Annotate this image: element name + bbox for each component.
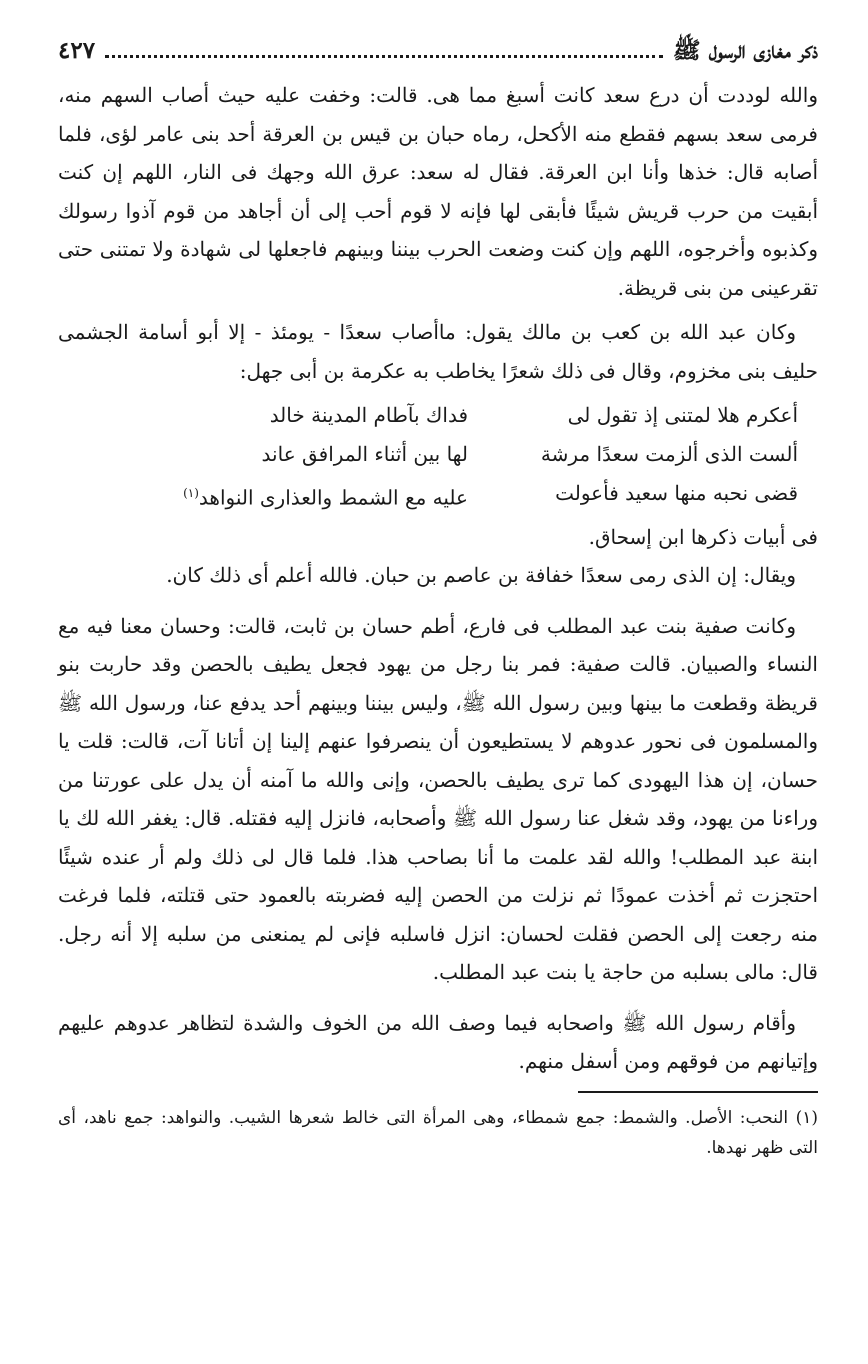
paragraph-safiyya: وكانت صفية بنت عبد المطلب فى فارع، أطم حسان بن ثابت، قالت: وحسان معنا فيه مع النساء والصبيان. قالت صفية: فمر بنا رجل من يهود فجعل يطيف بالحصن وقد حاربت بنو قريظة وقطعت ما بينها وبين رسول الله ﷺ، وليس بيننا وبينهم أحد يدفع عنا، ورسول الله ﷺ والمسلمون فى نحور عدوهم لا يستطيعون أن ينصرفوا عنهم إلينا إن أتانا آت، قالت: قلت يا حسان، إن هذا اليهودى كما ترى يطيف بالحصن، وإنى والله ما آمنه أن يدل على عورتنا من وراءنا من يهود، وقد شغل عنا رسول الله ﷺ وأصحابه، فانزل إليه فقتله. قال: يغفر الله لك يا ابنة عبد المطلب! والله لقد علمت ما أنا بصاحب هذا. فلما قال لى ذلك ولم أر عنده شيئًا احتجزت ثم أخذت عمودًا ثم نزلت من الحصن إليه فضربته بالعمود حتى قتلته، فلما فرغت منه رجعت إلى الحصن فقلت لحسان: انزل فاسلبه فإنى لم يمنعنى من سلبه إلا أنه رجل. قال: مالى بسلبه من حاجة يا بنت عبد المطلب. [58, 613, 819, 985]
verse-second-text: عليه مع الشمط والعذارى النواهد [198, 485, 468, 510]
footnote: (١) النحب: الأصل. والشمط: جمع شمطاء، وهى المرأة التى خالط شعرها الشيب. والنواهد: جمع ناهد، أى التى ظهر نهدها. [58, 1107, 818, 1158]
book-page [58, 36, 818, 1163]
spacer [58, 992, 818, 1004]
verse-second-hemistich [88, 474, 468, 518]
paragraph-saad-prayer: والله لوددت أن درع سعد كانت أسبغ مما هى. قالت: وخفت عليه حيث أصاب السهم منه، فرمى سعد بسهم فقطع منه الأكحل، رماه حبان بن قيس بن العرقة أحد بنى عامر لؤى، فلما أصابه قال: خذها وأنا ابن العرقة. فقال له سعد: عرق الله وجهك فى النار، اللهم إن كنت أبقيت من حرب قريش شيئًا فأبقى لها فإنه لا قوم أحب إلى أن أجاهد من قوم آذوا رسولك وكذبوه وأخرجوه، اللهم وإن كنت وضعت الحرب بيننا وبينهم فاجعلها لى شهادة ولا تمتنى حتى تقرعينى من بنى قريظة. [58, 83, 818, 300]
verse-second-hemistich: لها بين أثناء المرافق عاند [261, 442, 468, 466]
poem-verse [58, 435, 798, 474]
paragraph-khufafa: ويقال: إن الذى رمى سعدًا خفافة بن عاصم بن حبان. فالله أعلم أى ذلك كان. [166, 563, 796, 588]
header-dot-leader [105, 55, 663, 58]
page-header [58, 36, 818, 76]
poem-block [58, 396, 818, 518]
paragraph-prophet-stayed: وأقام رسول الله ﷺ واصحابه فيما وصف الله من الخوف والشدة لتظاهر عدوهم عليهم وإتيانهم من فوقهم ومن أسفل منهم. [58, 1010, 818, 1074]
paragraph-abdullah-kaab: وكان عبد الله بن كعب بن مالك يقول: ماأصاب سعدًا - يومئذ - إلا أبو أسامة الجشمى حليف بنى مخزوم، وقال فى ذلك شعرًا يخاطب به عكرمة بن أبى جهل: [58, 320, 818, 383]
spacer [58, 595, 818, 607]
running-title: ذكر مغازى الرسول ﷺ [672, 37, 818, 64]
footnote-rule [578, 1091, 818, 1093]
footnote-marker: (١) [183, 486, 199, 500]
poem-verse [58, 396, 798, 435]
paragraph-ibn-ishaq-note: فى أبيات ذكرها ابن إسحاق. [588, 524, 818, 549]
verse-second-hemistich: فداك بآطام المدينة خالد [269, 403, 468, 427]
verse-first-hemistich: قضى نحبه منها سعيد فأعولت [555, 481, 798, 505]
poem-verse [58, 474, 798, 518]
page-number: ٤٢٧ [58, 37, 96, 64]
verse-first-hemistich: ألست الذى ألزمت سعدًا مرشة [540, 442, 798, 466]
verse-first-hemistich: أعكرم هلا لمتنى إذ تقول لى [567, 403, 798, 427]
